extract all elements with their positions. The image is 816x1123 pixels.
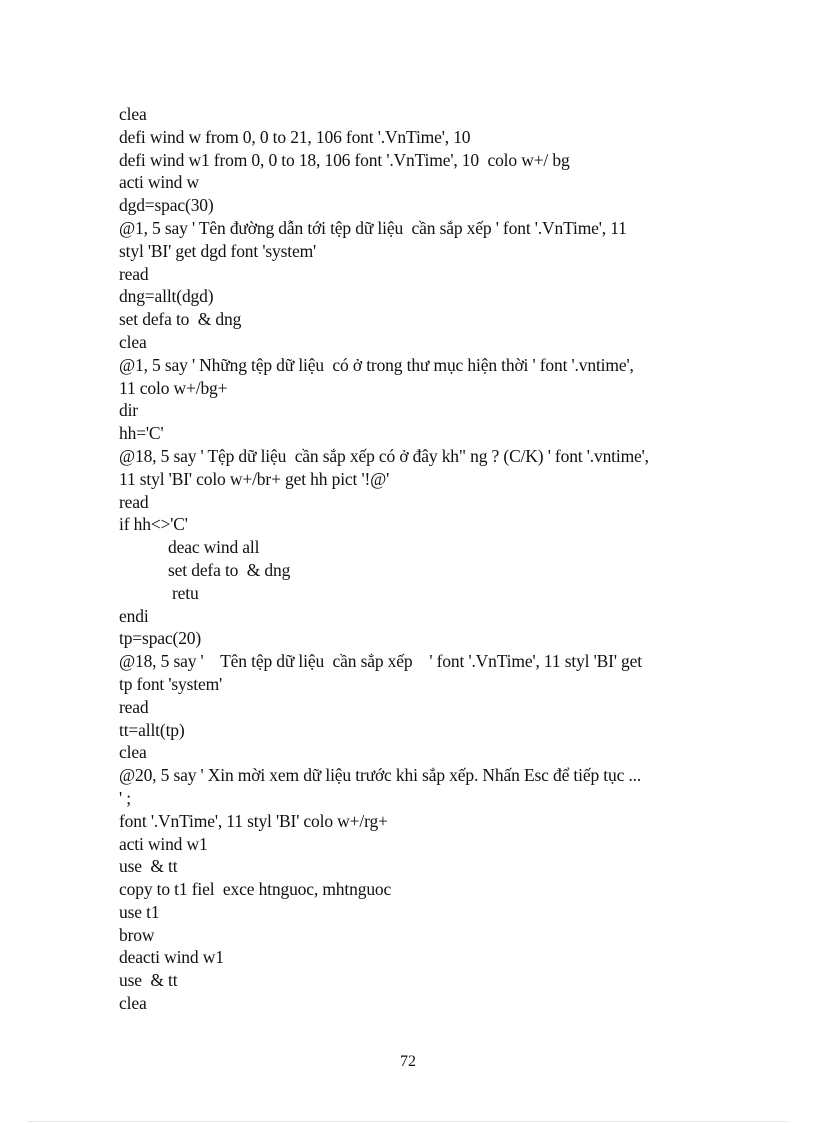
code-line: deac wind all (168, 537, 260, 558)
code-line: @1, 5 say ' Tên đường dẫn tới tệp dữ liệu cần sắp xếp ' font '.VnTime', 11 (119, 217, 627, 238)
code-line: read (119, 263, 149, 284)
code-line: clea (119, 742, 147, 763)
code-line: defi wind w1 from 0, 0 to 18, 106 font '.VnTime', 10 colo w+/ bg (119, 149, 570, 170)
code-line: endi (119, 605, 149, 626)
code-line: defi wind w from 0, 0 to 21, 106 font '.VnTime', 10 (119, 126, 471, 147)
code-line: brow (119, 924, 155, 945)
code-line: set defa to & dng (168, 559, 291, 580)
code-line: copy to t1 fiel exce htnguoc, mhtnguoc (119, 879, 392, 900)
code-line: read (119, 696, 149, 717)
code-line: tp font 'system' (119, 673, 223, 694)
code-line: clea (119, 993, 147, 1014)
page-number: 72 (400, 1053, 416, 1070)
code-line: tp=spac(20) (119, 628, 202, 649)
code-line: tt=allt(tp) (119, 719, 185, 740)
code-listing (119, 103, 719, 1015)
code-line: @18, 5 say ' Tệp dữ liệu cần sắp xếp có ở đây kh" ng ? (C/K) ' font '.vntime', (119, 445, 649, 466)
code-line: styl 'BI' get dgd font 'system' (119, 240, 317, 261)
code-line: acti wind w (119, 172, 199, 193)
code-line: dir (119, 400, 138, 421)
code-line: use & tt (119, 856, 178, 877)
code-line: deacti wind w1 (119, 947, 224, 968)
code-line: 11 styl 'BI' colo w+/br+ get hh pict '!@' (119, 468, 390, 489)
code-line: acti wind w1 (119, 833, 208, 854)
code-line: hh='C' (119, 423, 164, 444)
code-line: dng=allt(dgd) (119, 286, 214, 307)
code-line: @18, 5 say ' Tên tệp dữ liệu cần sắp xếp ' font '.VnTime', 11 styl 'BI' get (119, 651, 642, 672)
code-line: read (119, 491, 149, 512)
code-line: @20, 5 say ' Xin mời xem dữ liệu trước khi sắp xếp. Nhấn Esc để tiếp tục ... (119, 765, 642, 786)
code-line: clea (119, 331, 147, 352)
code-line: font '.VnTime', 11 styl 'BI' colo w+/rg+ (119, 810, 388, 831)
code-line: @1, 5 say ' Những tệp dữ liệu có ở trong thư mục hiện thời ' font '.vntime', (119, 354, 634, 375)
code-line: ' ; (119, 787, 131, 808)
code-line: if hh<>'C' (119, 514, 188, 535)
code-line: set defa to & dng (119, 309, 242, 330)
code-line: use & tt (119, 970, 178, 991)
code-line: dgd=spac(30) (119, 195, 214, 216)
code-line: 11 colo w+/bg+ (119, 377, 228, 398)
code-line: clea (119, 104, 147, 124)
code-line: retu (172, 582, 199, 603)
code-line: use t1 (119, 901, 160, 922)
